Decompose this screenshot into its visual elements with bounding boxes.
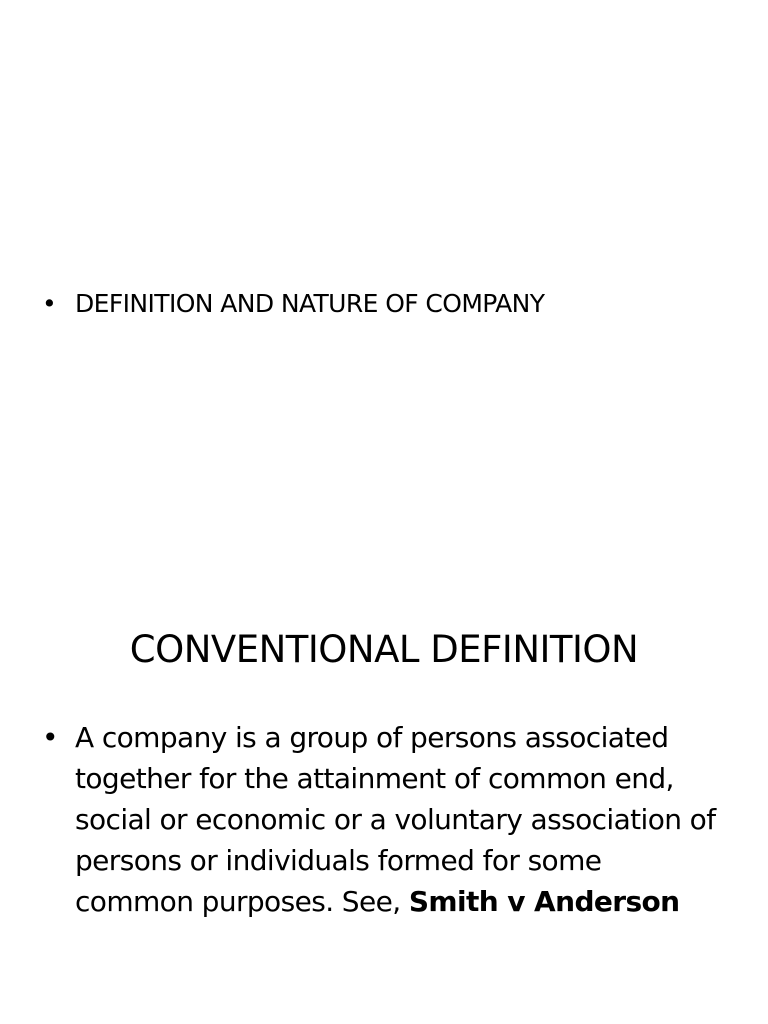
bullet-point-icon: • <box>42 289 57 318</box>
bullet-text: DEFINITION AND NATURE OF COMPANY <box>75 289 545 318</box>
bullet-list <box>40 717 728 922</box>
slide-conventional-definition <box>0 512 768 1024</box>
slide-title: CONVENTIONAL DEFINITION <box>129 628 639 671</box>
bullet-item <box>40 717 728 922</box>
bullet-item <box>40 287 728 321</box>
bullet-text: A company is a group of persons associated together for the attainment of common end, social or economic or a voluntary association of persons or individuals formed for some common purposes. See, <box>75 721 716 918</box>
bullet-point-icon: • <box>42 721 58 754</box>
bullet-list <box>40 287 728 321</box>
case-reference: Smith v Anderson <box>408 885 680 918</box>
